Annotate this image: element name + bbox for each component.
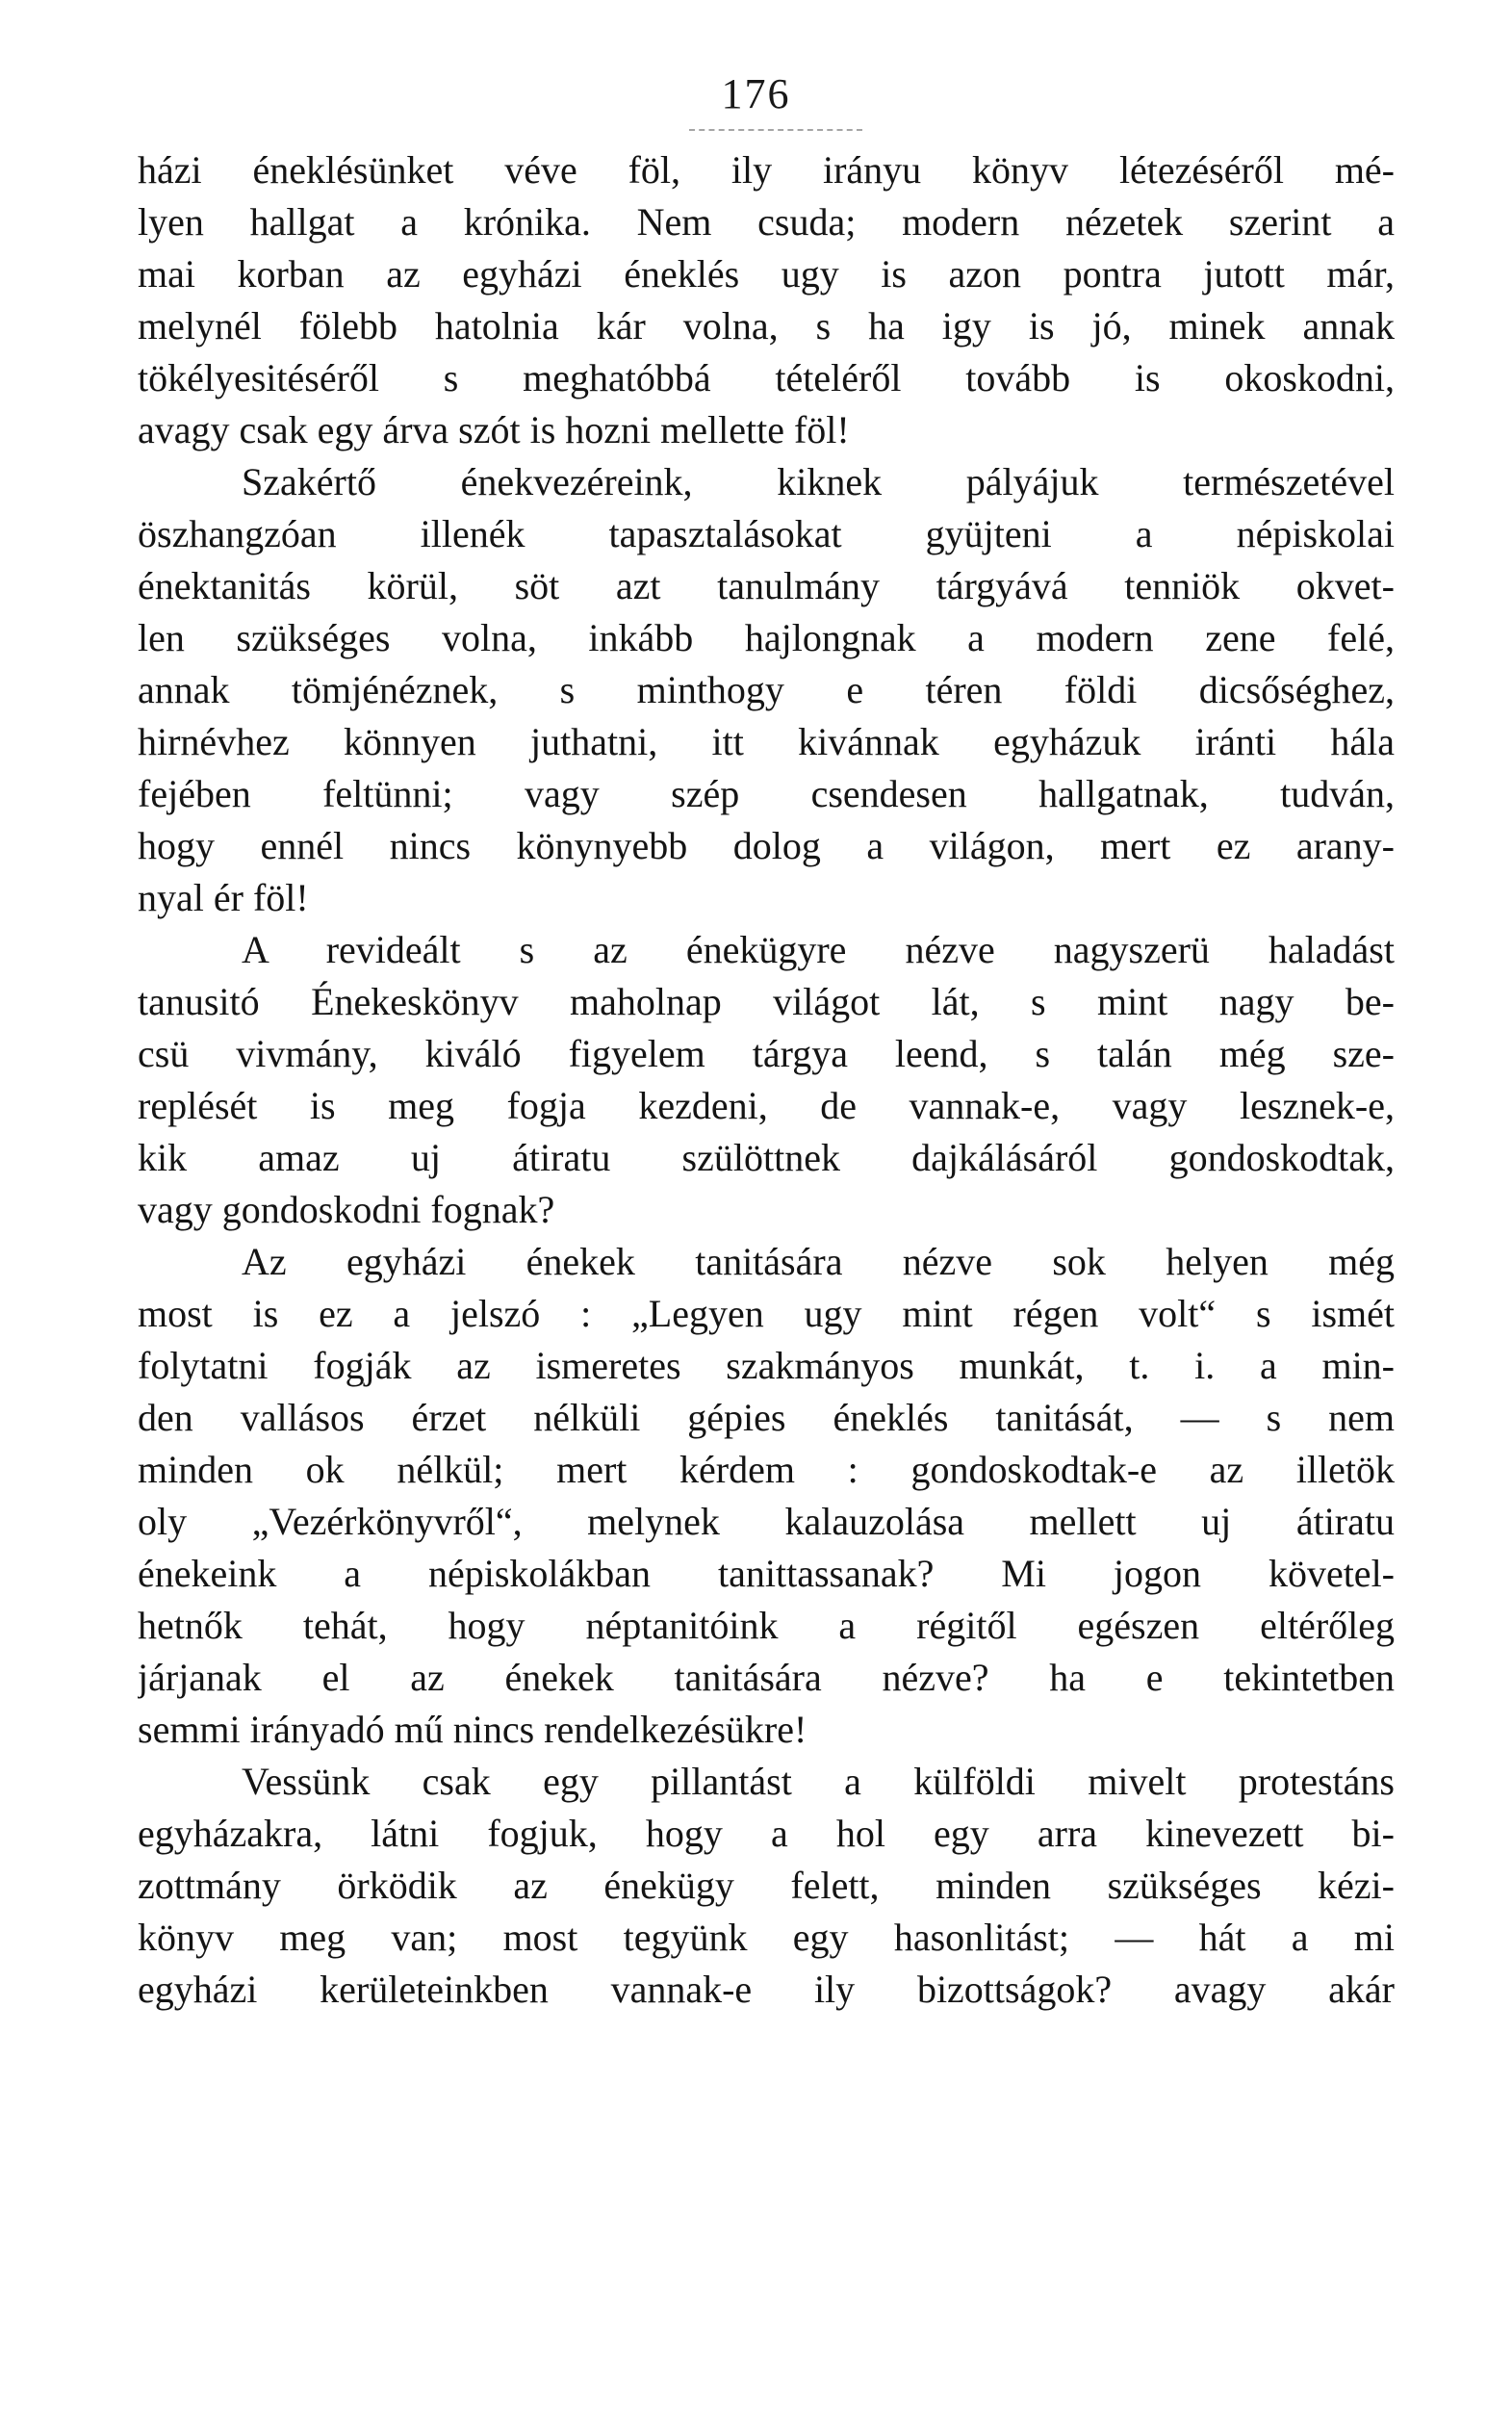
- paragraph: [138, 456, 1395, 924]
- text-line: semmi irányadó mű nincs rendelkezésükre!: [138, 1708, 807, 1751]
- text-line: fejében feltünni; vagy szép csendesen hallgatnak, tudván,: [138, 772, 1395, 815]
- text-line: den vallásos érzet nélküli gépies éneklés tanitását, — s nem: [138, 1396, 1395, 1439]
- text-line: tanusitó Énekeskönyv maholnap világot lát, s mint nagy be-: [138, 980, 1395, 1023]
- text-line: hogy ennél nincs könynyebb dolog a világon, mert ez arany-: [138, 824, 1395, 867]
- text-line: Vessünk csak egy pillantást a külföldi mivelt protestáns: [242, 1760, 1395, 1803]
- text-line: annak tömjénéznek, s minthogy e téren földi dicsőséghez,: [138, 668, 1395, 711]
- text-line: nyal ér föl!: [138, 876, 309, 919]
- text-line: hetnők tehát, hogy néptanitóink a régitől egészen eltérőleg: [138, 1604, 1395, 1647]
- text-line: csü vivmány, kiváló figyelem tárgya leend, s talán még sze-: [138, 1032, 1395, 1075]
- paragraph: [138, 144, 1395, 456]
- text-line: oly „Vezérkönyvről“, melynek kalauzolása mellett uj átiratu: [138, 1500, 1395, 1543]
- text-line: házi éneklésünket véve föl, ily irányu könyv létezéséről mé-: [138, 148, 1395, 192]
- text-line: most is ez a jelszó : „Legyen ugy mint régen volt“ s ismét: [138, 1292, 1395, 1335]
- text-line: egyházi kerületeinkben vannak-e ily bizottságok? avagy akár: [138, 1968, 1395, 2011]
- text-line: tökélyesitéséről s meghatóbbá tételéről tovább is okoskodni,: [138, 356, 1395, 399]
- text-line: melynél fölebb hatolnia kár volna, s ha igy is jó, minek annak: [138, 304, 1395, 348]
- text-line: egyházakra, látni fogjuk, hogy a hol egy arra kinevezett bi-: [138, 1812, 1395, 1855]
- page-number-rule: [689, 123, 862, 131]
- text-line: minden ok nélkül; mert kérdem : gondoskodtak-e az illetök: [138, 1448, 1395, 1491]
- page-number: 176: [721, 70, 791, 117]
- text-line: vagy gondoskodni fognak?: [138, 1188, 555, 1231]
- text-line: Az egyházi énekek tanitására nézve sok helyen még: [242, 1240, 1395, 1283]
- text-line: Szakértő énekvezéreink, kiknek pályájuk természetével: [242, 460, 1395, 503]
- text-line: replését is meg fogja kezdeni, de vannak-e, vagy lesznek-e,: [138, 1084, 1395, 1127]
- text-line: len szükséges volna, inkább hajlongnak a modern zene felé,: [138, 616, 1395, 659]
- text-line: öszhangzóan illenék tapasztalásokat gyüjteni a népiskolai: [138, 512, 1395, 555]
- text-line: avagy csak egy árva szót is hozni mellette föl!: [138, 408, 850, 451]
- text-line: énekeink a népiskolákban tanittassanak? Mi jogon követel-: [138, 1552, 1395, 1595]
- text-line: hirnévhez könnyen juthatni, itt kivánnak egyházuk iránti hála: [138, 720, 1395, 763]
- body-text: [138, 144, 1395, 2016]
- text-line: zottmány örködik az énekügy felett, minden szükséges kézi-: [138, 1864, 1395, 1907]
- text-line: énektanitás körül, söt azt tanulmány tárgyává tenniök okvet-: [138, 564, 1395, 607]
- text-line: kik amaz uj átiratu szülöttnek dajkálásáról gondoskodtak,: [138, 1136, 1395, 1179]
- text-line: lyen hallgat a krónika. Nem csuda; modern nézetek szerint a: [138, 200, 1395, 244]
- paragraph: [138, 1236, 1395, 1756]
- text-line: járjanak el az énekek tanitására nézve? ha e tekintetben: [138, 1656, 1395, 1699]
- text-line: A revideált s az énekügyre nézve nagyszerü haladást: [242, 928, 1395, 971]
- text-line: folytatni fogják az ismeretes szakmányos munkát, t. i. a min-: [138, 1344, 1395, 1387]
- text-line: mai korban az egyházi éneklés ugy is azon pontra jutott már,: [138, 252, 1395, 296]
- paragraph: [138, 1756, 1395, 2016]
- text-line: könyv meg van; most tegyünk egy hasonlitást; — hát a mi: [138, 1916, 1395, 1959]
- paragraph: [138, 924, 1395, 1236]
